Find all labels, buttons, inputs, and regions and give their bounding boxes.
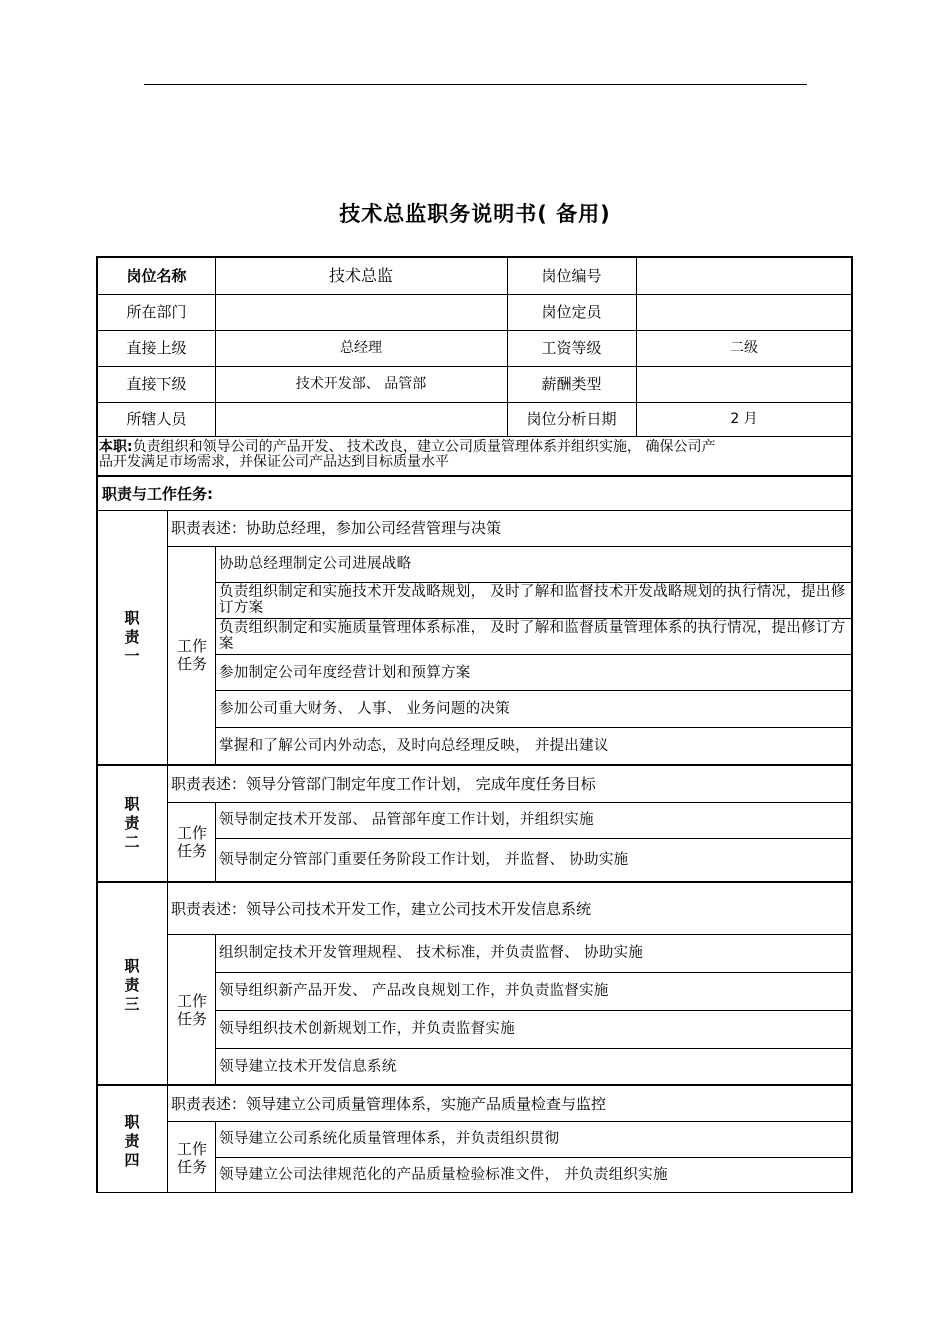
value-staff [215, 402, 507, 436]
duty-3-task-2: 领导组织新产品开发、 产品改良规划工作，并负责监督实施 [219, 983, 609, 999]
duty-1-task-2: 负责组织制定和实施技术开发战略规划， 及时了解和监督技术开发战略规划的执行情况，提出修订方案 [219, 584, 846, 616]
duty-1-task-5: 参加公司重大财务、 人事、 业务问题的决策 [219, 701, 511, 717]
duty-2-label: 职 责 二 [124, 795, 140, 851]
duty-2-task-1: 领导制定技术开发部、 品管部年度工作计划，并组织实施 [219, 812, 594, 828]
duty-4-label: 职 责 四 [124, 1113, 140, 1169]
duty-1-task-3: 负责组织制定和实施质量管理体系标准， 及时了解和监督质量管理体系的执行情况，提出修订方案 [219, 620, 846, 652]
summary-line-2: 品开发满足市场需求，并保证公司产品达到目标质量水平 [99, 454, 449, 470]
duty-1-task-1: 协助总经理制定公司进展战略 [219, 556, 412, 572]
duty-4-work-label: 工作 任务 [176, 1140, 207, 1176]
label-direct-superior: 直接上级 [126, 339, 187, 357]
duty-3-task-4: 领导建立技术开发信息系统 [219, 1059, 397, 1075]
label-department: 所在部门 [126, 303, 187, 321]
label-staff: 所辖人员 [126, 410, 187, 428]
duty-2-work-label: 工作 任务 [176, 824, 207, 860]
duty-1-work-label: 工作 任务 [176, 637, 207, 673]
duty-3-task-3: 领导组织技术创新规划工作，并负责监督实施 [219, 1021, 515, 1037]
value-pay-type [636, 366, 852, 402]
duty-1-label: 职 责 一 [124, 609, 140, 665]
value-salary-grade: 二级 [730, 340, 758, 356]
label-headcount: 岗位定员 [541, 303, 602, 321]
summary-label: 本职: [99, 439, 133, 455]
duty-2-task-2: 领导制定分管部门重要任务阶段工作计划， 并监督、 协助实施 [219, 852, 629, 868]
duty-3-task-1: 组织制定技术开发管理规程、 技术标准，并负责监督、 协助实施 [219, 945, 644, 961]
label-direct-subordinates: 直接下级 [126, 375, 187, 393]
duty-4-task-1: 领导建立公司系统化质量管理体系，并负责组织贯彻 [219, 1131, 560, 1147]
value-direct-superior: 总经理 [340, 340, 382, 356]
value-analysis-date: 2 月 [730, 411, 758, 427]
job-summary [99, 440, 851, 470]
value-position-code [636, 258, 852, 294]
duty-4-task-2: 领导建立公司法律规范化的产品质量检验标准文件， 并负责组织实施 [219, 1167, 668, 1183]
duties-header: 职责与工作任务: [102, 484, 213, 503]
value-headcount [636, 294, 852, 330]
document-title: 技术总监职务说明书( 备用) [339, 202, 611, 226]
duty-2-description: 职责表述：领导分管部门制定年度工作计划， 完成年度任务目标 [171, 775, 596, 793]
summary-line-1: 负责组织和领导公司的产品开发、 技术改良，建立公司质量管理体系并组织实施， 确保公司产 [132, 439, 716, 455]
label-pay-type: 薪酬类型 [541, 375, 602, 393]
value-direct-subordinates: 技术开发部、 品管部 [295, 376, 427, 392]
duty-1-description: 职责表述：协助总经理，参加公司经营管理与决策 [171, 519, 502, 537]
duty-1-task-4: 参加制定公司年度经营计划和预算方案 [219, 665, 471, 681]
header-rule [144, 84, 807, 85]
label-analysis-date: 岗位分析日期 [526, 410, 617, 428]
duty-3-work-label: 工作 任务 [176, 992, 207, 1028]
duty-3-description: 职责表述：领导公司技术开发工作，建立公司技术开发信息系统 [171, 899, 592, 918]
label-position-code: 岗位编号 [541, 267, 602, 285]
duty-1-task-6: 掌握和了解公司内外动态，及时向总经理反映， 并提出建议 [219, 738, 609, 754]
duty-3-label: 职 责 三 [124, 957, 140, 1013]
value-department [215, 294, 507, 330]
label-salary-grade: 工资等级 [541, 339, 602, 357]
duty-4-description: 职责表述：领导建立公司质量管理体系，实施产品质量检查与监控 [171, 1094, 607, 1113]
value-position-name: 技术总监 [328, 266, 393, 285]
label-position-name: 岗位名称 [126, 267, 187, 285]
